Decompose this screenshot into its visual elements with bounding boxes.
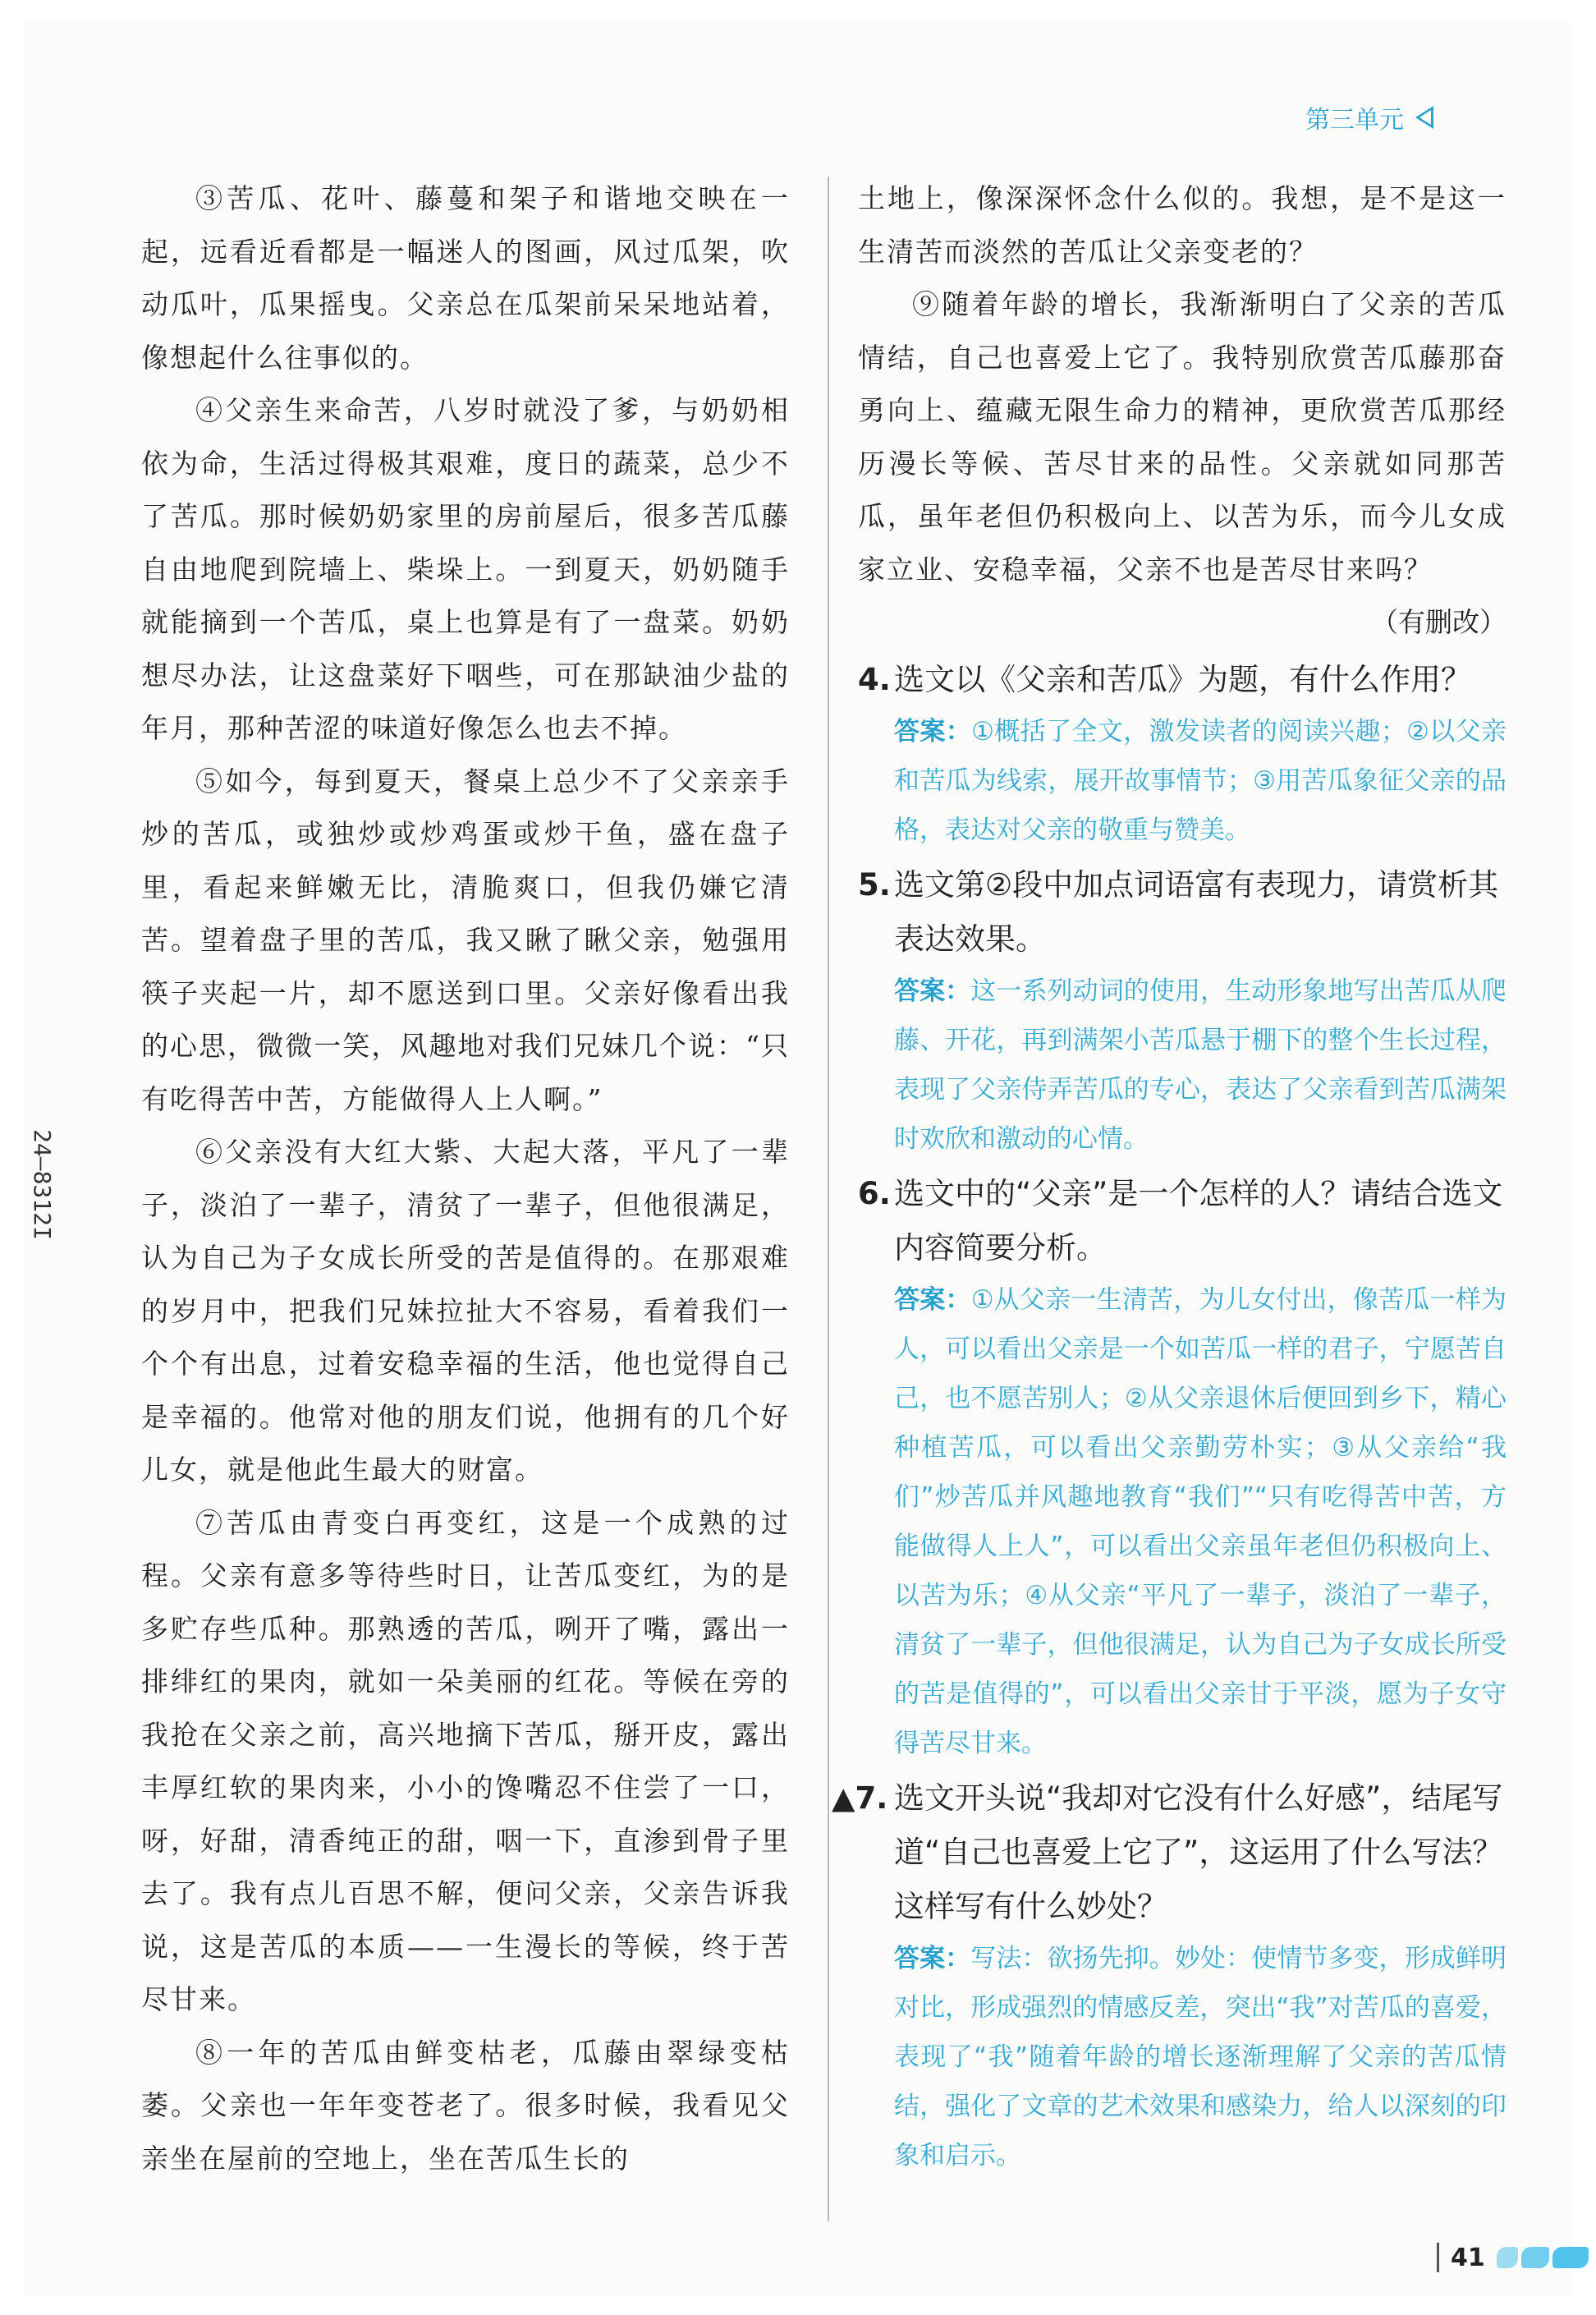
answer-text: 这一系列动词的使用，生动形象地写出苦瓜从爬藤、开花，再到满架小苦瓜悬于棚下的整个生长过程，表现了父亲侍弄苦瓜的专心，表达了父亲看到苦瓜满架时欢欣和激动的心情。 [894, 976, 1507, 1154]
textbook-page [25, 21, 1571, 2295]
question-text: 选文中的“父亲”是一个怎样的人？请结合选文内容简要分析。 [894, 1175, 1503, 1265]
paragraph-7: ⑦苦瓜由青变白再变红，这是一个成熟的过程。父亲有意多等待些时日，让苦瓜变红，为的是多贮存些瓜种。那熟透的苦瓜，咧开了嘴，露出一排绯红的果肉，就如一朵美丽的红花。等候在旁的我抢在父亲之前，高兴地摘下苦瓜，掰开皮，露出丰厚红软的果肉来，小小的馋嘴忍不住尝了一口，呀，好甜，清香纯正的甜，咽一下，直渗到骨子里去了。我有点儿百思不解，便问父亲，父亲告诉我说，这是苦瓜的本质——一生漫长的等候，终于苦尽甘来。 [141, 1506, 790, 2015]
answer-6 [894, 1275, 1507, 1768]
answer-4 [894, 707, 1507, 855]
paragraph-8: ⑧一年的苦瓜由鲜变枯老，瓜藤由翠绿变枯萎。父亲也一年年变苍老了。很多时候，我看见父亲坐在屋前的空地上，坐在苦瓜生长的 [141, 2036, 790, 2175]
left-column [141, 172, 790, 2185]
paragraph-3: ③苦瓜、花叶、藤蔓和架子和谐地交映在一起，远看近看都是一幅迷人的图画，风过瓜架，吹动瓜叶，瓜果摇曳。父亲总在瓜架前呆呆地站着，像想起什么往事似的。 [141, 182, 790, 374]
unit-header [1305, 99, 1519, 136]
difficulty-triangle-icon: ▲ [832, 1780, 855, 1816]
page-number: 41 [1451, 2243, 1485, 2272]
question-number: 5. [858, 866, 891, 903]
question-number: 4. [858, 661, 891, 697]
source-note: （有删改） [1371, 606, 1507, 638]
paragraph-9: ⑨随着年龄的增长，我渐渐明白了父亲的苦瓜情结，自己也喜爱上它了。我特别欣赏苦瓜藤那奋勇向上、蕴藏无限生命力的精神，更欣赏苦瓜那经历漫长等候、苦尽甘来的品性。父亲就如同那苦瓜，虽年老但仍积极向上、以苦为乐，而今儿女成家立业、安稳幸福，父亲不也是苦尽甘来吗？ [858, 288, 1507, 586]
column-divider [828, 177, 829, 2221]
question-text: 选文开头说“我却对它没有什么好感”，结尾写道“自己也喜爱上它了”，这运用了什么写法？这样写有什么妙处？ [894, 1780, 1503, 1924]
answer-label: 答案： [894, 716, 972, 746]
unit-title: 第三单元 [1305, 106, 1404, 135]
paragraph-6: ⑥父亲没有大红大紫、大起大落，平凡了一辈子，淡泊了一辈子，清贫了一辈子，但他很满足，认为自己为子女成长所受的苦是值得的。在那艰难的岁月中，把我们兄妹拉扯大不容易，看着我们一个个有出息，过着安稳幸福的生活，他也觉得自己是幸福的。他常对他的朋友们说，他拥有的几个好儿女，就是他此生最大的财富。 [141, 1136, 790, 1486]
triangle-left-icon [1415, 106, 1433, 129]
wave-decoration-icon [1497, 2247, 1589, 2268]
paragraph-4: ④父亲生来命苦，八岁时就没了爹，与奶奶相依为命，生活过得极其艰难，度日的蔬菜，总少不了苦瓜。那时候奶奶家里的房前屋后，很多苦瓜藤自由地爬到院墙上、柴垛上。一到夏天，奶奶随手就能摘到一个苦瓜，桌上也算是有了一盘菜。奶奶想尽办法，让这盘菜好下咽些，可在那缺油少盐的年月，那种苦涩的味道好像怎么也去不掉。 [141, 394, 790, 744]
question-text: 选文第②段中加点词语富有表现力，请赏析其表达效果。 [894, 866, 1499, 957]
answer-text: ①从父亲一生清苦，为儿女付出，像苦瓜一样为人，可以看出父亲是一个如苦瓜一样的君子，宁愿苦自己，也不愿苦别人；②从父亲退休后便回到乡下，精心种植苦瓜，可以看出父亲勤劳朴实；③从父亲给“我们”炒苦瓜并风趣地教育“我们”“只有吃得苦中苦，方能做得人上人”，可以看出父亲虽年老但仍积极向上、以苦为乐；④从父亲“平凡了一辈子，淡泊了一辈子，清贫了一辈子，但他很满足，认为自己为子女成长所受的苦是值得的”，可以看出父亲甘于平淡，愿为子女守得苦尽甘来。 [894, 1284, 1507, 1758]
answer-text: 写法：欲扬先抑。妙处：使情节多变，形成鲜明对比，形成强烈的情感反差，突出“我”对苦瓜的喜爱，表现了“我”随着年龄的增长逐渐理解了父亲的苦瓜情结，强化了文章的艺术效果和感染力，给人以深刻的印象和启示。 [894, 1943, 1507, 2170]
footer-divider [1437, 2243, 1439, 2272]
question-7 [832, 1771, 1507, 1934]
answer-text: ①概括了全文，激发读者的阅读兴趣；②以父亲和苦瓜为线索，展开故事情节；③用苦瓜象征父亲的品格，表达对父亲的敬重与赞美。 [894, 716, 1507, 845]
question-4 [858, 653, 1507, 707]
question-number: 6. [858, 1175, 891, 1211]
paragraph-5: ⑤如今，每到夏天，餐桌上总少不了父亲亲手炒的苦瓜，或独炒或炒鸡蛋或炒干鱼，盛在盘子里，看起来鲜嫩无比，清脆爽口，但我仍嫌它清苦。望着盘子里的苦瓜，我又瞅了瞅父亲，勉强用筷子夹起一片，却不愿送到口里。父亲好像看出我的心思，微微一笑，风趣地对我们兄妹几个说：“只有吃得苦中苦，方能做得人上人啊。” [141, 765, 790, 1115]
side-code: 24—8312I [29, 1129, 56, 1240]
right-column [832, 172, 1507, 2184]
answer-5 [894, 967, 1507, 1164]
question-6 [858, 1167, 1507, 1275]
answer-label: 答案： [894, 976, 971, 1006]
answer-label: 答案： [894, 1284, 971, 1315]
answer-label: 答案： [894, 1943, 971, 1973]
answer-7 [894, 1934, 1507, 2180]
question-text: 选文以《父亲和苦瓜》为题，有什么作用？ [894, 661, 1471, 697]
page-footer [1437, 2243, 1589, 2272]
paragraph-8-continued: 土地上，像深深怀念什么似的。我想，是不是这一生清苦而淡然的苦瓜让父亲变老的？ [858, 182, 1507, 268]
question-number: ▲7. [832, 1780, 888, 1816]
question-5 [858, 858, 1507, 967]
